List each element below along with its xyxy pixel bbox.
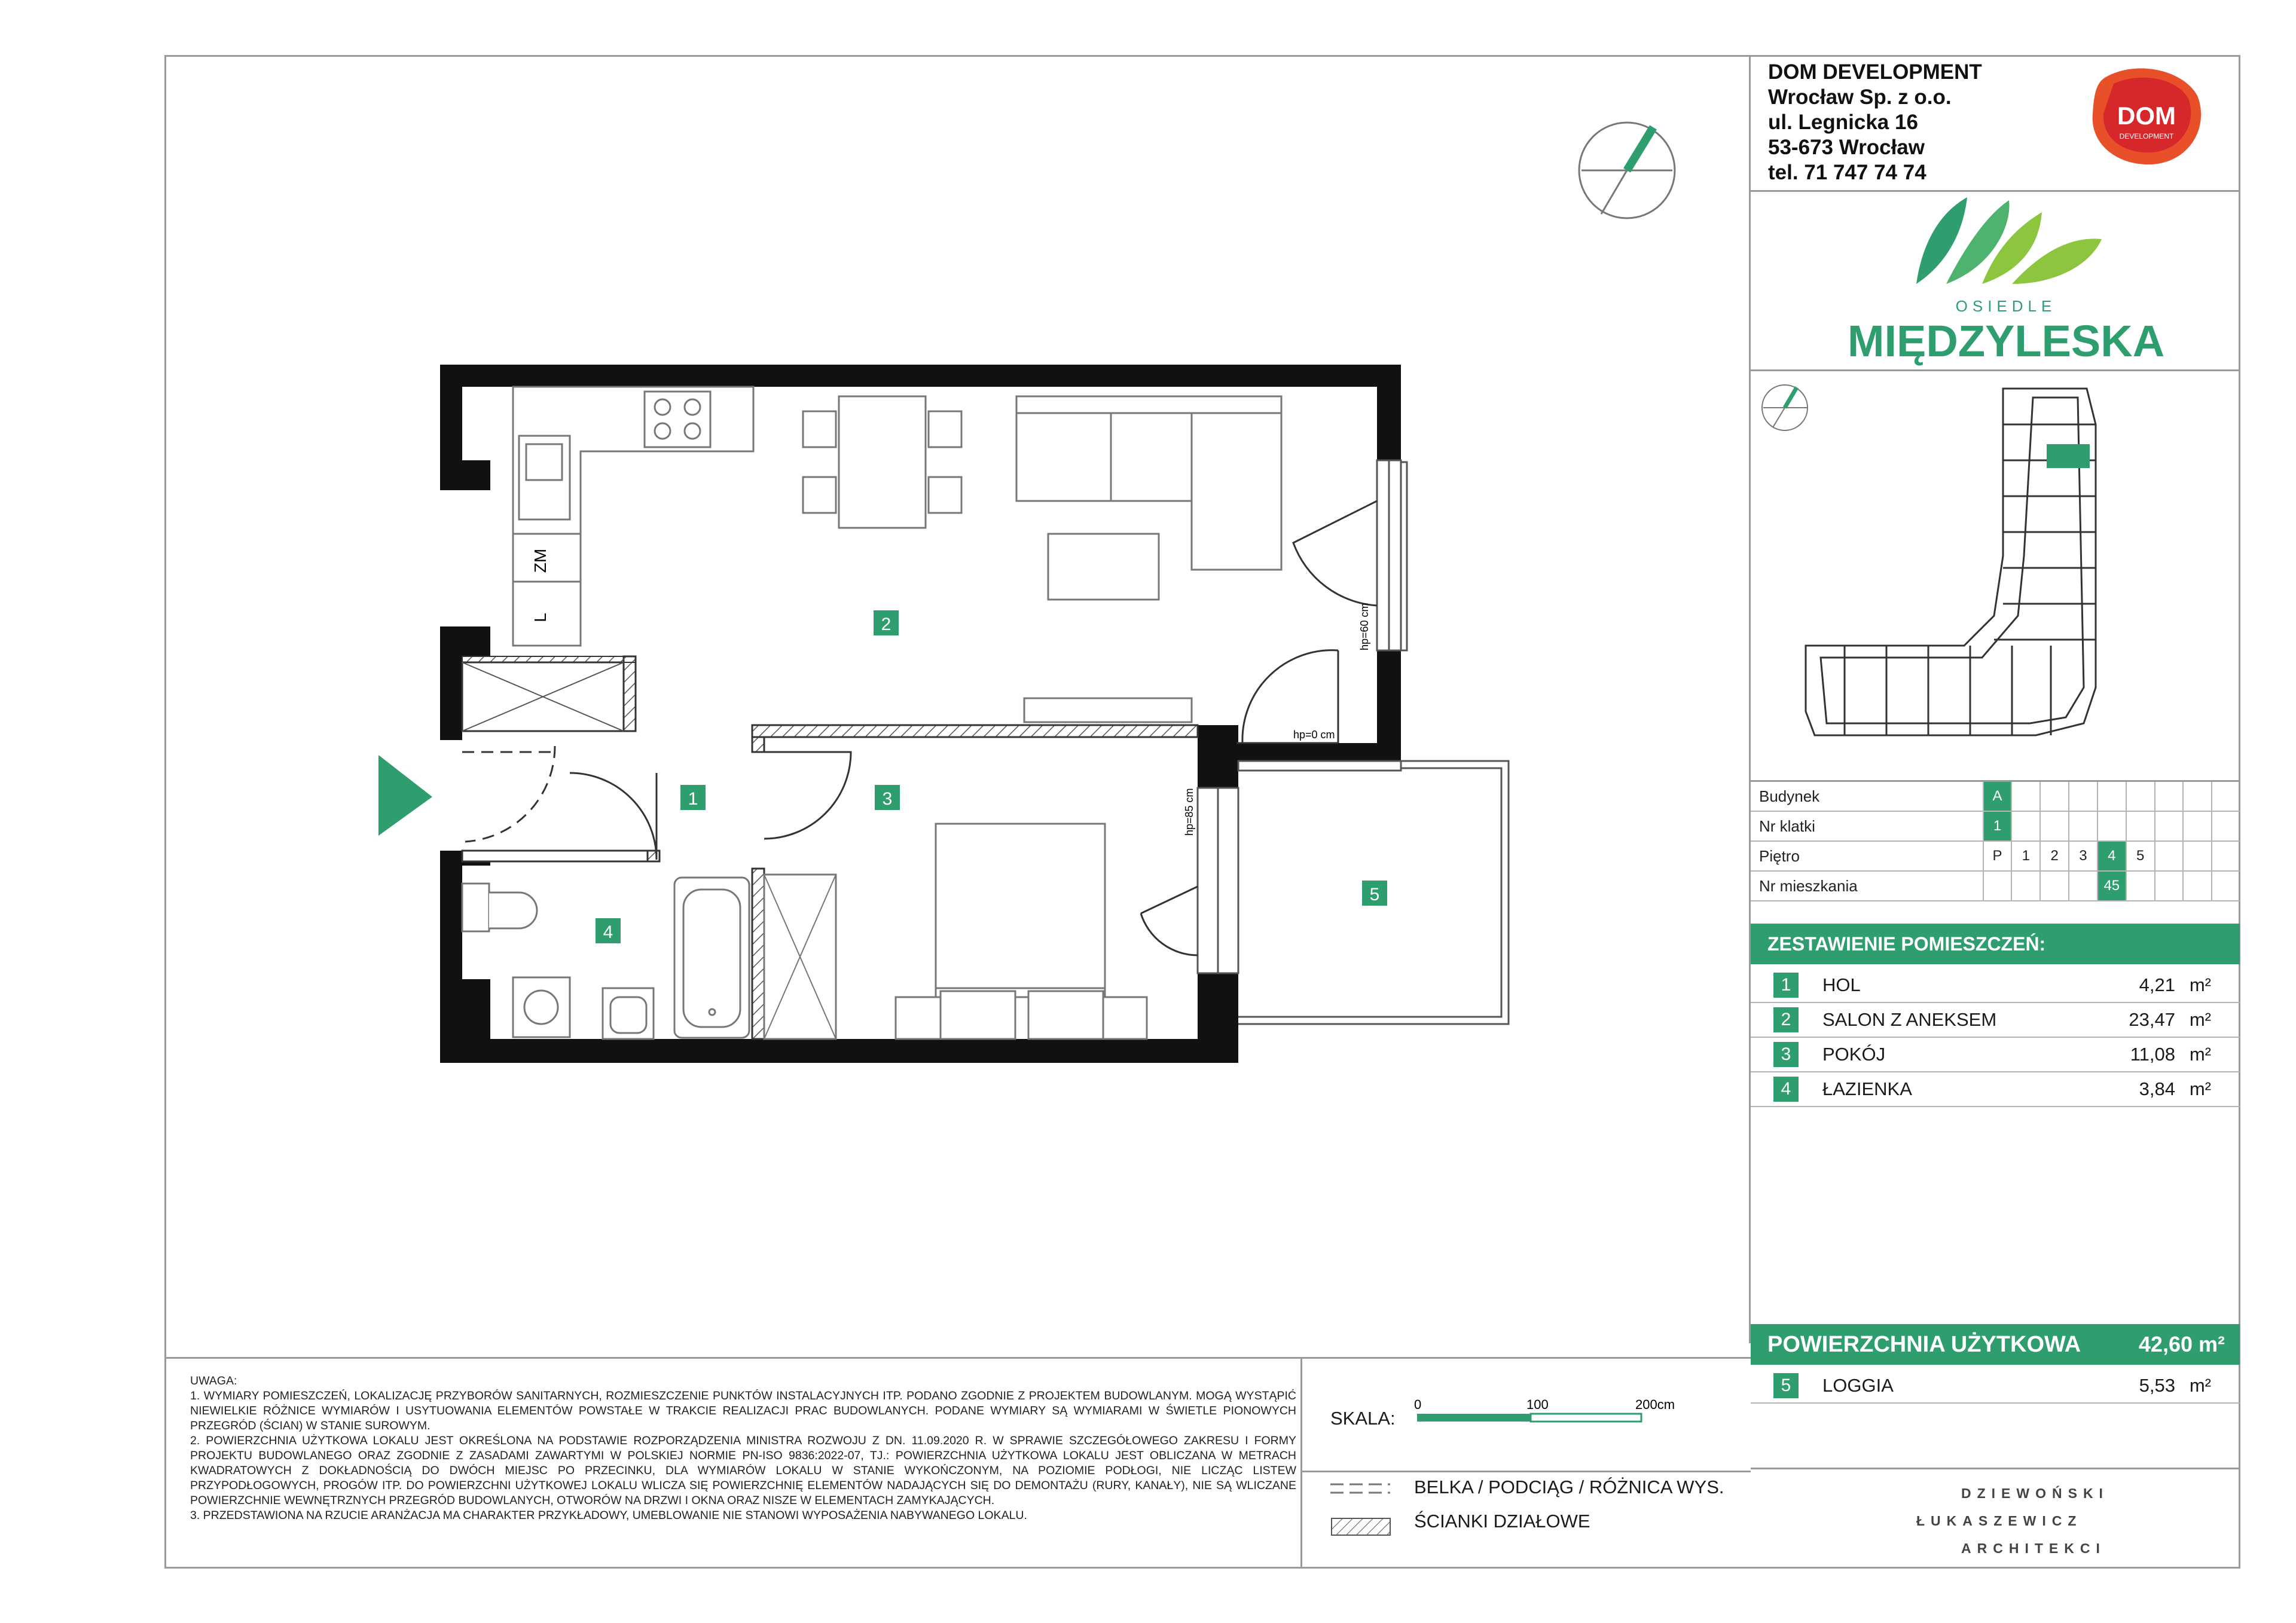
row-label: Nr mieszkania <box>1759 877 1858 895</box>
kitchen-counter <box>513 387 753 646</box>
cell <box>2011 872 2039 900</box>
floor-plan <box>166 57 1751 1357</box>
cell <box>2126 812 2154 840</box>
key-plan <box>1755 377 2236 753</box>
cell <box>2097 782 2126 811</box>
project-name: MIĘDZYLESKA <box>1847 316 2165 366</box>
room-name: ŁAZIENKA <box>1822 1078 1912 1099</box>
panel-divider <box>1749 55 1751 1343</box>
svg-text:DOM: DOM <box>2117 102 2176 130</box>
location-table <box>1751 782 2240 901</box>
scale-tick-0: 0 <box>1414 1397 1422 1412</box>
notes-title: UWAGA: <box>190 1374 237 1387</box>
room-unit: m² <box>2189 1044 2211 1065</box>
room-name: POKÓJ <box>1822 1044 1886 1065</box>
cell <box>2097 812 2126 840</box>
room-unit: m² <box>2189 1078 2211 1099</box>
fridge-label: ZM <box>531 548 549 573</box>
cell <box>2182 872 2211 900</box>
room-tag-2: 2 <box>881 615 891 634</box>
room-tag-5: 5 <box>1369 885 1380 904</box>
row-label: Budynek <box>1759 787 1820 805</box>
room-number: 2 <box>1773 1007 1799 1032</box>
cell <box>2154 812 2183 840</box>
architect-line2: ŁUKASZEWICZ <box>1916 1513 2083 1529</box>
total-area-label: POWIERZCHNIA UŻYTKOWA <box>1767 1331 2081 1357</box>
cell <box>2182 812 2211 840</box>
dishwasher-label: L <box>531 613 549 622</box>
company-name: DOM DEVELOPMENT <box>1768 60 1982 84</box>
total-area-bar <box>1751 1324 2240 1365</box>
list-item <box>1751 1003 2240 1038</box>
partition-wall <box>624 656 636 731</box>
entrance-arrow-icon <box>378 755 432 836</box>
table-row <box>1751 812 2240 842</box>
cell <box>2068 782 2097 811</box>
bed <box>896 824 1147 1039</box>
cell <box>2182 782 2211 811</box>
partition-wall <box>462 851 648 861</box>
rooms-list <box>1751 968 2240 1107</box>
project-prefix: OSIEDLE <box>1955 297 2057 315</box>
room-tag-4: 4 <box>603 922 613 942</box>
cell: 5 <box>2126 842 2154 870</box>
cell <box>2068 812 2097 840</box>
architect-line1: DZIEWOŃSKI <box>1961 1486 2109 1501</box>
cell <box>2126 782 2154 811</box>
table-row <box>1751 782 2240 812</box>
apartment-highlight <box>2047 444 2090 468</box>
osiedle-logo-icon <box>1910 194 2108 290</box>
company-line2: Wrocław Sp. z o.o. <box>1768 85 1952 109</box>
cell <box>2068 872 2097 900</box>
company-info <box>1768 60 1982 185</box>
room-area: 3,84 <box>2139 1078 2175 1099</box>
room-tag-1: 1 <box>688 789 698 809</box>
list-item <box>1751 1038 2240 1072</box>
room-area: 5,53 <box>2139 1375 2175 1396</box>
divider <box>1751 1468 2240 1469</box>
room-area: 23,47 <box>2129 1009 2175 1030</box>
cell: 45 <box>2097 872 2126 900</box>
cell <box>2154 842 2183 870</box>
architect-line3: ARCHITEKCI <box>1961 1541 2106 1556</box>
cell <box>2211 872 2240 900</box>
divider <box>1751 369 2240 371</box>
svg-text:DEVELOPMENT: DEVELOPMENT <box>2119 132 2174 140</box>
door-height-note: hp=0 cm <box>1293 729 1335 741</box>
partition-wall <box>752 725 1198 737</box>
cell <box>1983 872 2011 900</box>
scale-tick-200: 200cm <box>1635 1397 1675 1412</box>
rooms-summary-header <box>1751 924 2240 964</box>
room-name: SALON Z ANEKSEM <box>1822 1009 1997 1030</box>
cell: A <box>1983 782 2011 811</box>
cell <box>2211 842 2240 870</box>
note-3: 3. PRZEDSTAWIONA NA RZUCIE ARANŻACJA MA CHARAKTER PRZYKŁADOWY, UMEBLOWANIE NIE STANOWI WYPOSAŻENIA NABYWANEGO LOKALU. <box>190 1509 1027 1522</box>
cell <box>2126 872 2154 900</box>
window-height-note-2: hp=85 cm <box>1183 788 1195 836</box>
cell <box>2182 842 2211 870</box>
room-number: 1 <box>1773 973 1799 998</box>
divider <box>166 1357 1751 1359</box>
scale-bar <box>1411 1396 1692 1429</box>
cell: P <box>1983 842 2011 870</box>
list-item <box>1751 968 2240 1003</box>
total-area-value: 42,60 m² <box>2138 1332 2225 1356</box>
legend-partitions: ŚCIANKI DZIAŁOWE <box>1414 1511 1590 1532</box>
note-1: 1. WYMIARY POMIESZCZEŃ, LOKALIZACJĘ PRZYBORÓW SANITARNYCH, ROZMIESZCZENIE PUNKTÓW INSTALACYJNYCH ITP. PODANO ZGODNIE Z PROJEKTEM BUDOWLANYM. MOGĄ WYSTĄPIĆ NIEWIELKIE RÓŻNICE WYMIARÓW I USYTUOWANIA ELEMENTÓW POWSTAŁE W TRAKCIE REALIZACJI PRAC BUDOWLANYCH. PODANE WYMIARY SĄ WYMIARAMI W ŚWIETLE PIONOWYCH PRZEGRÓD (ŚCIAN) W STANIE SUROWYM. <box>190 1389 1296 1432</box>
partition-wall <box>752 737 764 752</box>
cell <box>2211 782 2240 811</box>
table-row <box>1751 842 2240 872</box>
legend-beam: BELKA / PODCIĄG / RÓŻNICA WYS. <box>1414 1477 1724 1497</box>
note-2: 2. POWIERZCHNIA UŻYTKOWA LOKALU JEST OKREŚLONA NA PODSTAWIE ROZPORZĄDZENIA MINISTRA ROZWOJU Z DN. 11.09.2020 R. W SPRAWIE SZCZEGÓŁOWEGO ZAKRESU I FORMY PROJEKTU BUDOWLANEGO ORAZ ZGODNIE Z ZASADAMI ZAWARTYMI W POLSKIEJ NORMIE PN-ISO 9836:2022-07, TJ.: POWIERZCHNIA UŻYTKOWA LOKALU JEST OBLICZANA W METRACH KWADRATOWYCH Z DOKŁADNOŚCIĄ DO DWÓCH MIEJSC PO PRZECINKU, DLA WYMIARÓW LOKALU W STANIE WYKOŃCZONYM, NA POZIOMIE PODŁOGI, NIE LICZĄC LISTEW PRZYPODŁOGOWYCH, PROGÓW ITP. DO POWIERZCHNI UŻYTKOWEJ LOKALU WLICZA SIĘ POWIERZCHNIĘ ELEMENTÓW NADAJĄCYCH SIĘ DO DEMONTAŻU (RURY, KANAŁY), NIE SĄ WLICZANE POWIERZCHNIE WEWNĘTRZNYCH PRZEGRÓD BUDOWLANYCH, OTWORÓW NA DRZWI I OKNA ORAZ NISZE W ELEMENTACH ZAMYKAJĄCYCH. <box>190 1434 1296 1507</box>
cell: 3 <box>2068 842 2097 870</box>
cell <box>2154 782 2183 811</box>
scale-label: SKALA: <box>1330 1408 1396 1429</box>
cell <box>2039 782 2068 811</box>
room-number: 5 <box>1773 1373 1799 1398</box>
shaft <box>462 662 624 731</box>
scale-tick-100: 100 <box>1526 1397 1549 1412</box>
sofa <box>1016 396 1281 600</box>
room-name: LOGGIA <box>1822 1375 1894 1396</box>
partition-wall <box>648 851 660 861</box>
list-item <box>1751 1072 2240 1107</box>
room-tag-3: 3 <box>882 789 893 809</box>
company-phone: tel. 71 747 74 74 <box>1768 161 1926 184</box>
dining-table <box>803 396 961 528</box>
tv-stand <box>1024 698 1192 722</box>
cell <box>2154 872 2183 900</box>
divider <box>1300 1358 1302 1569</box>
cell <box>2039 872 2068 900</box>
room-name: HOL <box>1822 974 1861 995</box>
window-height-note: hp=60 cm <box>1358 603 1370 650</box>
north-arrow-icon <box>1579 123 1675 218</box>
cell <box>2011 812 2039 840</box>
row-label: Piętro <box>1759 847 1800 865</box>
divider <box>1302 1471 1751 1472</box>
room-unit: m² <box>2189 1375 2211 1396</box>
cell: 1 <box>2011 842 2039 870</box>
room-unit: m² <box>2189 1009 2211 1030</box>
cell: 4 <box>2097 842 2126 870</box>
rooms-summary-title: ZESTAWIENIE POMIESZCZEŃ: <box>1767 933 2046 955</box>
room-number: 3 <box>1773 1042 1799 1067</box>
row-label: Nr klatki <box>1759 817 1815 835</box>
architect-logo <box>1916 1480 2109 1562</box>
divider <box>1751 190 2240 192</box>
wardrobe <box>764 875 836 1039</box>
compass-small-icon <box>1762 385 1808 430</box>
notes <box>190 1374 1296 1523</box>
bathroom-fixtures <box>462 878 749 1039</box>
company-city: 53-673 Wrocław <box>1768 136 1925 159</box>
dom-development-logo <box>2087 66 2206 167</box>
cell <box>2011 782 2039 811</box>
room-area: 4,21 <box>2139 974 2175 995</box>
list-item <box>1751 1369 2240 1404</box>
room-unit: m² <box>2189 974 2211 995</box>
table-row <box>1751 872 2240 901</box>
cell <box>2211 812 2240 840</box>
room-number: 4 <box>1773 1077 1799 1102</box>
company-street: ul. Legnicka 16 <box>1768 111 1918 134</box>
cell: 2 <box>2039 842 2068 870</box>
cell <box>2039 812 2068 840</box>
room-area: 11,08 <box>2130 1044 2175 1065</box>
legend-symbols <box>1330 1480 1396 1539</box>
partition-wall <box>752 869 764 1039</box>
cell: 1 <box>1983 812 2011 840</box>
